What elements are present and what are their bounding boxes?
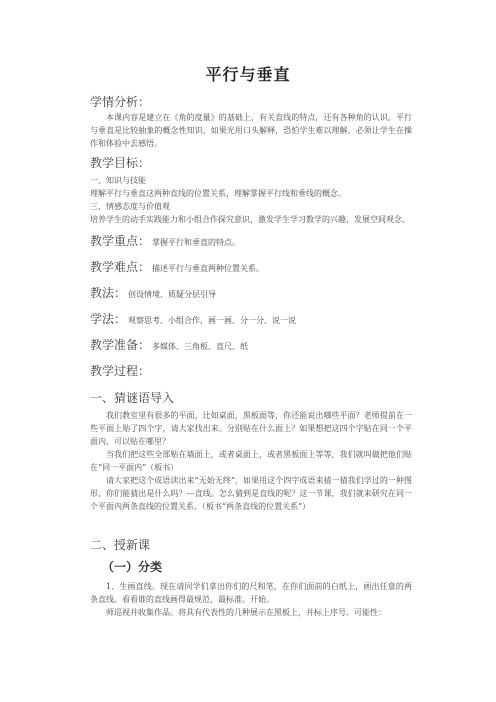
goal-line: 理解平行与垂直这两种直线的位置关系，理解掌握平行线和垂线的概念。 [90, 189, 346, 198]
section1-paragraph: 请大家把这个成语读出来“无始无终”，如果用这个四字成语来猜一猜我们学过的一种图形，你们能猜出是什么吗？---直线。怎么猜到是直线的呢？这一节课，我们就来研究在同一个平面内两条直线的位置关系。（板书“两条直线的位置关系”） [90, 476, 412, 511]
key-point-row [90, 232, 240, 249]
learning-row [90, 310, 296, 327]
difficulty-heading: 教学难点： [90, 260, 151, 274]
learning-heading: 学法： [90, 312, 127, 326]
difficulty-row [90, 258, 264, 275]
page-title: 平行与垂直 [205, 65, 291, 84]
key-point-heading: 教学重点： [90, 234, 151, 248]
goal-line: 培养学生的动手实践能力和小组合作探究意识，激发学生学习数学的兴趣，发展空间观念。 [90, 215, 410, 224]
key-point-text: 掌握平行和垂直的特点。 [152, 238, 241, 247]
method-heading: 教法： [90, 286, 127, 300]
section-heading: 一、猜谜语导入 [90, 391, 175, 405]
goal-line: 一、知识与技能 [90, 176, 146, 185]
section1-paragraph: 当我们把这些全部贴在墙面上，或者桌面上，或者黑板面上等等，我们就叫做把他们贴在“同一平面内”（板书） [90, 450, 412, 472]
learning-text: 观察思考、小组合作，画一画、分一分、说一说 [128, 316, 297, 325]
method-text: 创设情境、质疑分层引导 [128, 290, 217, 299]
analysis-heading: 学情分析： [90, 95, 151, 109]
difficulty-text: 描述平行与垂直两种位置关系。 [152, 264, 265, 273]
goal-line: 三、情感态度与价值观 [90, 202, 170, 211]
subsection-heading: （一）分类 [102, 560, 163, 574]
analysis-paragraph: 本课内容是建立在《角的度量》的基础上，有关直线的特点，还有各种角的认识。平行与垂直是比较抽象的概念性知识，如果光用口头解释，恐怕学生难以理解，必须让学生在操作和体验中去感悟。 [90, 113, 412, 148]
goals-heading: 教学目标： [90, 156, 151, 170]
section1-paragraph: 我们教室里有很多的平面，比如桌面，黑板面等，你还能说出哪些平面？老师提前在一些平面上贴了四个字，请大家找出来。分别贴在什么面上？如果想把这四个字贴在同一个平面内，可以贴在哪里？ [90, 411, 412, 446]
prep-row [90, 336, 248, 353]
section2-paragraph: 师巡视并收集作品。将具有代表性的几种展示在黑板上，并标上序号。可能性： [106, 608, 386, 617]
section2-paragraph: 1、生画直线。现在请同学们拿出你们的尺和笔，在你们面前的白纸上，画出任意的两条直线。看看谁的直线画得最规范，最标准。开始。 [90, 582, 412, 604]
prep-text: 多媒体、三角板、直尺、纸 [152, 342, 249, 351]
method-row [90, 284, 216, 301]
prep-heading: 教学准备： [90, 338, 151, 352]
process-heading: 教学过程： [90, 364, 151, 378]
section-heading: 二、授新课 [90, 538, 151, 552]
